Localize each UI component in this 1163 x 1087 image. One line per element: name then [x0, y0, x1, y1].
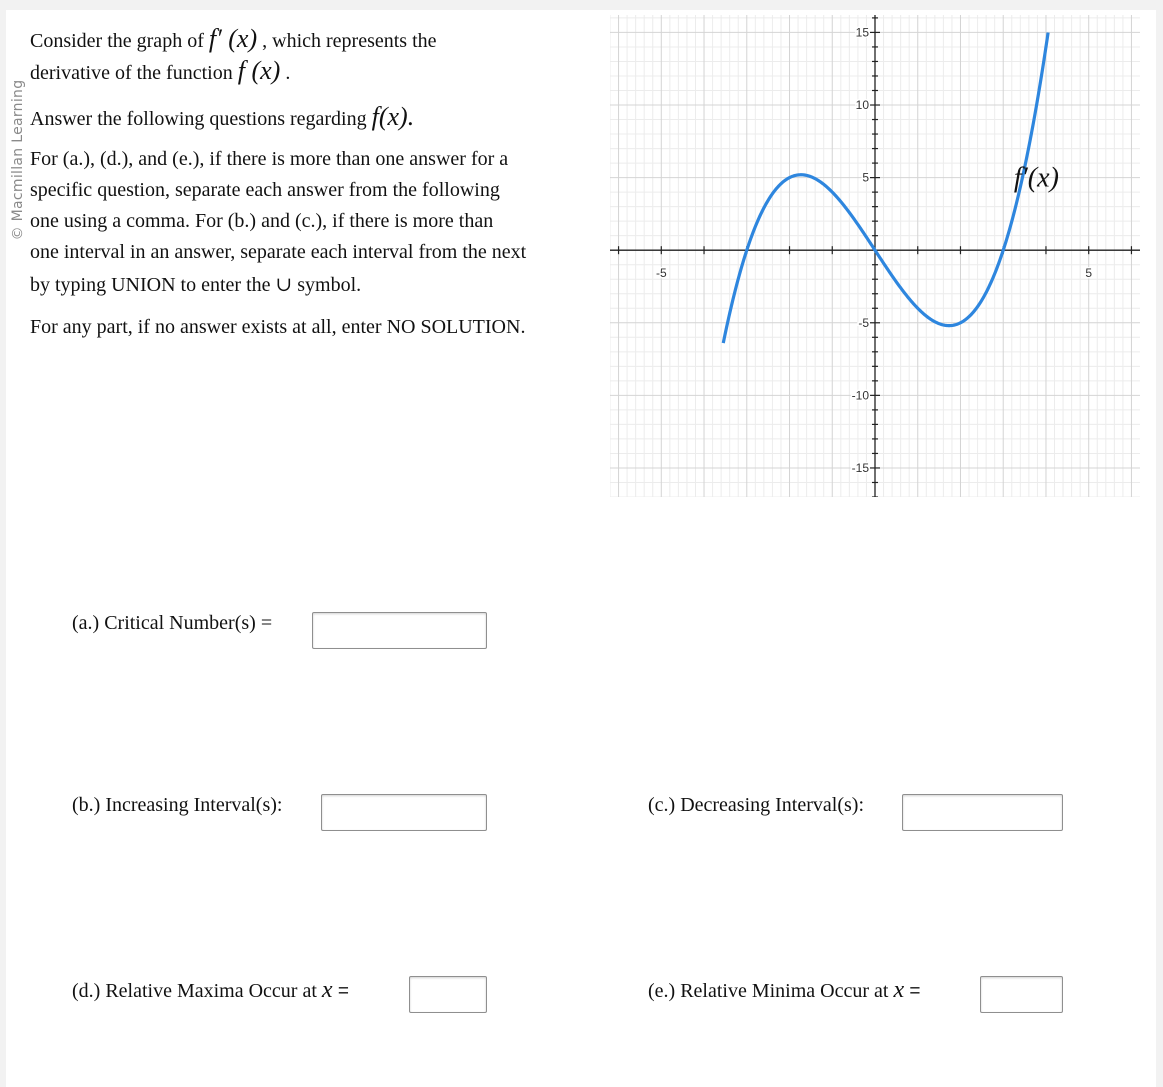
instructions-line-3: one using a comma. For (b.) and (c.), if there is more than	[30, 210, 494, 232]
y-tick-label: -5	[858, 315, 869, 330]
instructions-line-1: For (a.), (d.), and (e.), if there is more than one answer for a	[30, 148, 509, 170]
intro-text: derivative of the function	[30, 62, 238, 84]
y-tick-label: -10	[851, 388, 869, 403]
variable-x: x	[321, 977, 333, 1003]
instructions-line-5: by typing UNION to enter the ∪ symbol.	[30, 274, 362, 296]
y-tick-label: 10	[855, 98, 869, 113]
question-c-label: (c.) Decreasing Interval(s):	[648, 794, 864, 816]
instructions-line-4: one interval in an answer, separate each interval from the next	[30, 241, 527, 263]
copyright-watermark: © Macmillan Learning	[10, 79, 26, 241]
question-e-text: (e.) Relative Minima Occur at	[648, 980, 894, 1002]
increasing-intervals-input[interactable]	[321, 794, 487, 831]
curve-label: f′(x)	[1013, 162, 1059, 194]
x-tick-label: -5	[655, 266, 667, 281]
f-notation: f (x)	[237, 56, 281, 85]
critical-numbers-input[interactable]	[312, 612, 487, 649]
question-a-label: (a.) Critical Number(s) =	[72, 612, 273, 634]
intro-text: Answer the following questions regarding	[30, 108, 372, 130]
f-notation: f(x).	[371, 102, 415, 131]
intro-text: .	[280, 62, 291, 84]
no-solution-note: For any part, if no answer exists at all, enter NO SOLUTION.	[30, 316, 526, 338]
relative-maxima-input[interactable]	[409, 976, 487, 1013]
question-b-label: (b.) Increasing Interval(s):	[72, 794, 283, 816]
question-d-text: (d.) Relative Maxima Occur at	[72, 980, 322, 1002]
instructions-line-2: specific question, separate each answer from the following	[30, 179, 500, 201]
derivative-graph	[610, 15, 1140, 497]
y-tick-label: -15	[851, 460, 869, 475]
relative-minima-input[interactable]	[980, 976, 1063, 1013]
intro-text: Consider the graph of	[30, 30, 209, 52]
y-tick-label: 5	[862, 170, 869, 185]
intro-line-2	[30, 56, 290, 86]
fprime-notation: f′ (x)	[208, 24, 258, 53]
equals-sign: =	[332, 981, 349, 1002]
intro-line-3	[30, 102, 414, 132]
x-tick-label: 5	[1085, 266, 1093, 281]
equals-sign: =	[904, 981, 921, 1002]
question-d-label	[72, 977, 349, 1004]
intro-line-1	[30, 24, 437, 54]
intro-text: , which represents the	[257, 30, 437, 52]
y-tick-label: 15	[855, 25, 869, 40]
question-e-label	[648, 977, 921, 1004]
variable-x: x	[893, 977, 905, 1003]
decreasing-intervals-input[interactable]	[902, 794, 1063, 831]
